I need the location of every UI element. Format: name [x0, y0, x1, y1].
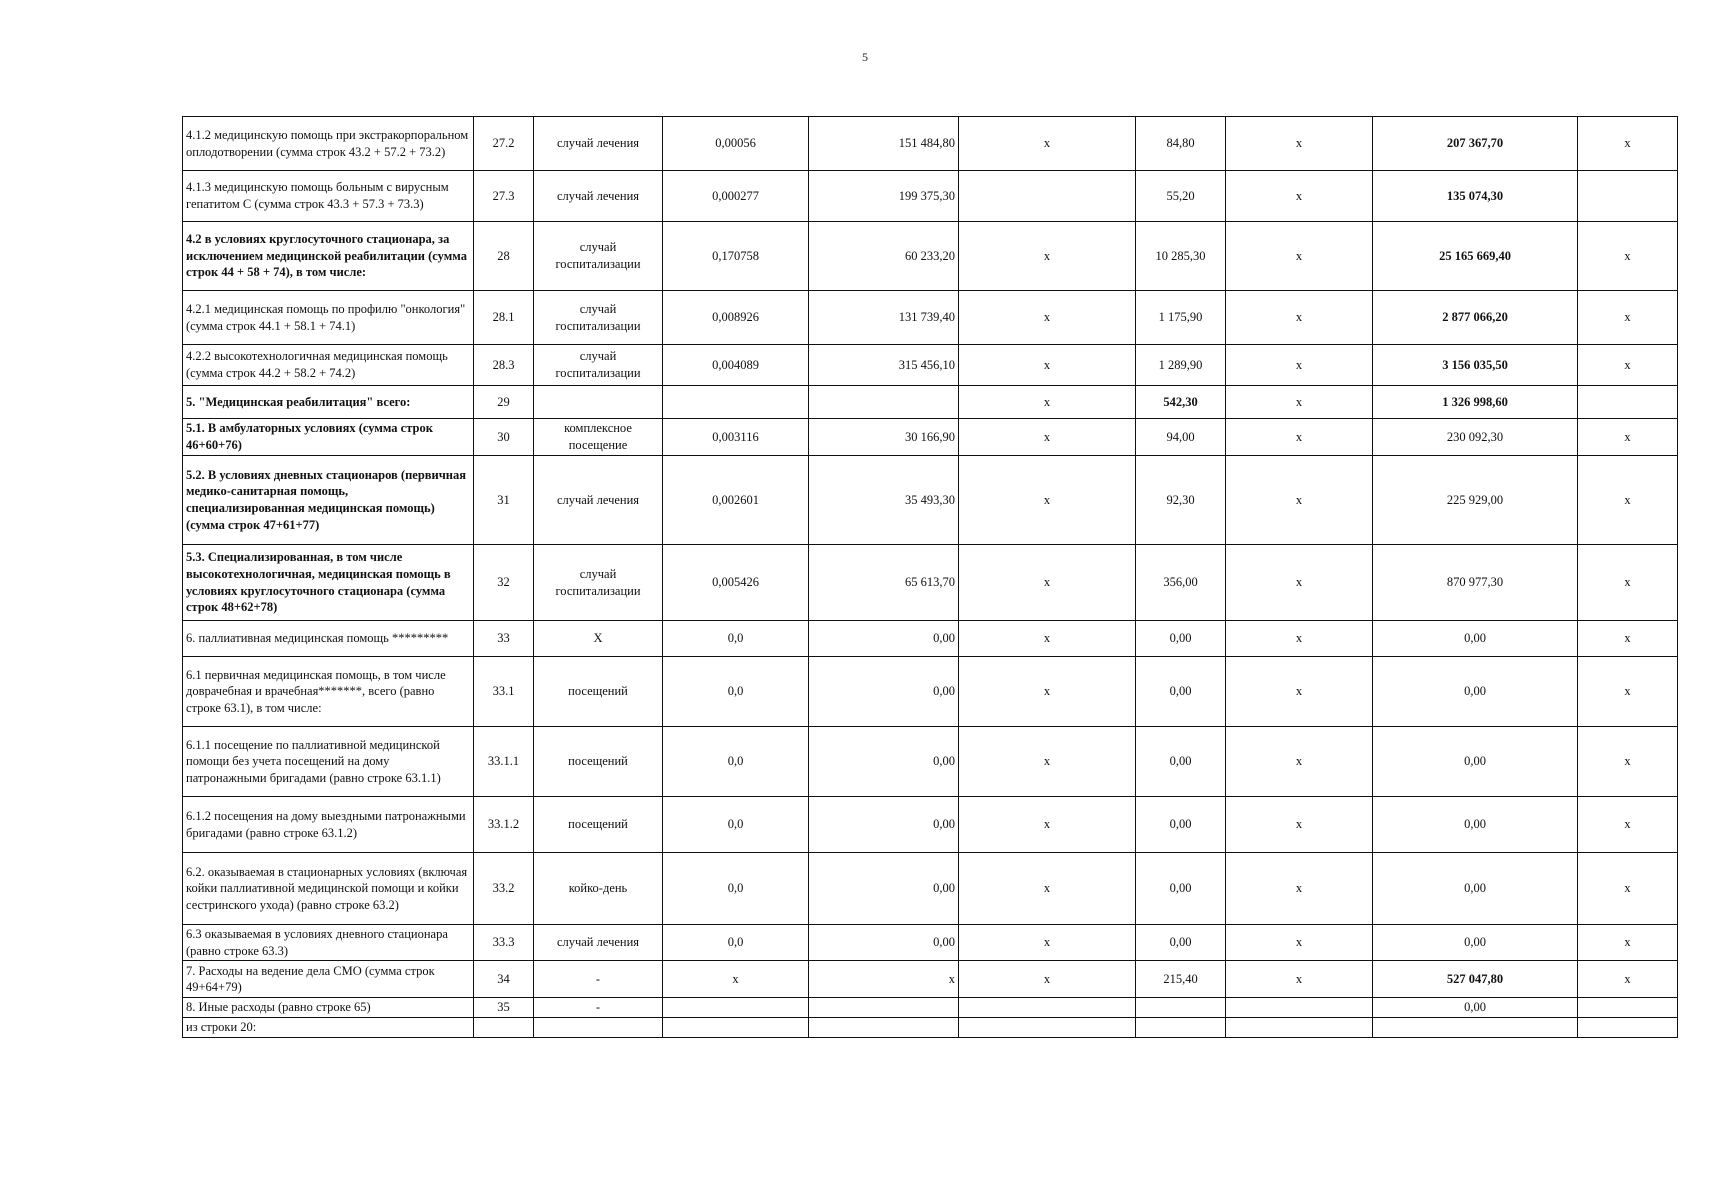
table-row	[183, 657, 1678, 727]
row-col6: x	[959, 291, 1136, 345]
row-unit	[534, 1017, 663, 1037]
table-row	[183, 727, 1678, 797]
row-col7: 215,40	[1136, 961, 1226, 998]
row-col9: 527 047,80	[1373, 961, 1578, 998]
row-cost: 0,00	[809, 621, 959, 657]
row-unit: посещений	[534, 657, 663, 727]
row-col10: x	[1578, 797, 1678, 853]
row-col7: 0,00	[1136, 657, 1226, 727]
row-col8: x	[1226, 621, 1373, 657]
row-col9: 25 165 669,40	[1373, 222, 1578, 291]
row-col9: 230 092,30	[1373, 419, 1578, 456]
row-norm: 0,002601	[663, 456, 809, 545]
row-col6	[959, 998, 1136, 1018]
row-col6: x	[959, 419, 1136, 456]
row-col10	[1578, 171, 1678, 222]
row-name: 6.1 первичная медицинская помощь, в том числе доврачебная и врачебная*******, всего (равно строке 63.1), в том числе:	[183, 657, 474, 727]
table-row	[183, 998, 1678, 1018]
row-col6	[959, 171, 1136, 222]
row-col8: x	[1226, 925, 1373, 961]
row-col9: 135 074,30	[1373, 171, 1578, 222]
table-row	[183, 171, 1678, 222]
row-code: 33	[474, 621, 534, 657]
row-unit: случай госпитализации	[534, 222, 663, 291]
row-col9	[1373, 1017, 1578, 1037]
row-norm: x	[663, 961, 809, 998]
row-name: 7. Расходы на ведение дела СМО (сумма строк 49+64+79)	[183, 961, 474, 998]
row-col9: 0,00	[1373, 657, 1578, 727]
row-col10	[1578, 1017, 1678, 1037]
row-col8: x	[1226, 545, 1373, 621]
row-col6: x	[959, 545, 1136, 621]
row-code: 35	[474, 998, 534, 1018]
row-col6: x	[959, 621, 1136, 657]
row-col8: x	[1226, 853, 1373, 925]
table-row	[183, 961, 1678, 998]
row-name: 4.2 в условиях круглосуточного стационара, за исключением медицинской реабилитации (сумма строк 44 + 58 + 74), в том числе:	[183, 222, 474, 291]
row-col7: 92,30	[1136, 456, 1226, 545]
row-col6: x	[959, 797, 1136, 853]
row-code: 33.1.2	[474, 797, 534, 853]
row-code: 31	[474, 456, 534, 545]
row-col10: x	[1578, 291, 1678, 345]
financing-table	[182, 116, 1678, 1038]
row-col6: x	[959, 456, 1136, 545]
row-cost: 65 613,70	[809, 545, 959, 621]
row-col10: x	[1578, 925, 1678, 961]
table-row	[183, 797, 1678, 853]
row-code: 33.1	[474, 657, 534, 727]
row-col10: x	[1578, 657, 1678, 727]
row-cost	[809, 998, 959, 1018]
row-cost	[809, 386, 959, 419]
row-unit: случай лечения	[534, 117, 663, 171]
row-unit: -	[534, 961, 663, 998]
row-cost: 0,00	[809, 925, 959, 961]
row-name: 6.3 оказываемая в условиях дневного стационара (равно строке 63.3)	[183, 925, 474, 961]
row-unit: случай госпитализации	[534, 345, 663, 386]
row-code: 33.1.1	[474, 727, 534, 797]
row-col9: 2 877 066,20	[1373, 291, 1578, 345]
row-norm	[663, 998, 809, 1018]
row-cost: 199 375,30	[809, 171, 959, 222]
row-cost: 30 166,90	[809, 419, 959, 456]
row-code: 30	[474, 419, 534, 456]
table-row	[183, 222, 1678, 291]
row-col8: x	[1226, 419, 1373, 456]
row-name: 6.1.1 посещение по паллиативной медицинской помощи без учета посещений на дому патронажными бригадами (равно строке 63.1.1)	[183, 727, 474, 797]
row-col7: 542,30	[1136, 386, 1226, 419]
table-row	[183, 853, 1678, 925]
row-col10: x	[1578, 456, 1678, 545]
row-col9: 0,00	[1373, 998, 1578, 1018]
row-norm	[663, 386, 809, 419]
row-cost: 315 456,10	[809, 345, 959, 386]
row-col6: x	[959, 853, 1136, 925]
row-unit: случай госпитализации	[534, 291, 663, 345]
row-col10	[1578, 386, 1678, 419]
row-code: 33.3	[474, 925, 534, 961]
table-row	[183, 291, 1678, 345]
table-row	[183, 456, 1678, 545]
row-col9: 225 929,00	[1373, 456, 1578, 545]
row-col7: 0,00	[1136, 621, 1226, 657]
row-norm: 0,003116	[663, 419, 809, 456]
row-norm: 0,0	[663, 621, 809, 657]
row-col9: 3 156 035,50	[1373, 345, 1578, 386]
row-code: 33.2	[474, 853, 534, 925]
row-code: 29	[474, 386, 534, 419]
row-name: 5.2. В условиях дневных стационаров (первичная медико-санитарная помощь, специализированная медицинская помощь) (сумма строк 47+61+77)	[183, 456, 474, 545]
row-col6: x	[959, 117, 1136, 171]
table-row	[183, 419, 1678, 456]
row-cost	[809, 1017, 959, 1037]
row-col9: 1 326 998,60	[1373, 386, 1578, 419]
row-cost: 0,00	[809, 797, 959, 853]
row-cost: 151 484,80	[809, 117, 959, 171]
row-col9: 0,00	[1373, 727, 1578, 797]
row-name: 8. Иные расходы (равно строке 65)	[183, 998, 474, 1018]
row-col8	[1226, 998, 1373, 1018]
row-unit: случай лечения	[534, 171, 663, 222]
row-col7	[1136, 1017, 1226, 1037]
row-col6: x	[959, 657, 1136, 727]
row-name: 6.1.2 посещения на дому выездными патронажными бригадами (равно строке 63.1.2)	[183, 797, 474, 853]
table-row	[183, 621, 1678, 657]
row-cost: x	[809, 961, 959, 998]
table-row	[183, 545, 1678, 621]
row-col7: 55,20	[1136, 171, 1226, 222]
row-norm: 0,0	[663, 853, 809, 925]
row-unit: посещений	[534, 797, 663, 853]
row-col6: x	[959, 727, 1136, 797]
row-col8: x	[1226, 386, 1373, 419]
row-name: 5.1. В амбулаторных условиях (сумма строк 46+60+76)	[183, 419, 474, 456]
row-col8: x	[1226, 117, 1373, 171]
row-unit: случай лечения	[534, 925, 663, 961]
row-col8: x	[1226, 657, 1373, 727]
row-unit: -	[534, 998, 663, 1018]
row-code: 27.3	[474, 171, 534, 222]
row-col6: x	[959, 345, 1136, 386]
row-col7: 356,00	[1136, 545, 1226, 621]
row-norm: 0,0	[663, 925, 809, 961]
row-name: из строки 20:	[183, 1017, 474, 1037]
row-name: 6. паллиативная медицинская помощь *********	[183, 621, 474, 657]
row-norm	[663, 1017, 809, 1037]
row-code: 32	[474, 545, 534, 621]
row-col9: 0,00	[1373, 621, 1578, 657]
row-col7: 0,00	[1136, 727, 1226, 797]
row-col10: x	[1578, 345, 1678, 386]
row-code: 34	[474, 961, 534, 998]
row-norm: 0,0	[663, 727, 809, 797]
row-col6	[959, 1017, 1136, 1037]
row-name: 5.3. Специализированная, в том числе высокотехнологичная, медицинская помощь в условиях круглосуточного стационара (сумма строк 48+62+78)	[183, 545, 474, 621]
row-code: 28	[474, 222, 534, 291]
row-col7	[1136, 998, 1226, 1018]
table-row	[183, 117, 1678, 171]
row-unit	[534, 386, 663, 419]
row-unit: X	[534, 621, 663, 657]
row-unit: посещений	[534, 727, 663, 797]
row-norm: 0,0	[663, 797, 809, 853]
row-col9: 207 367,70	[1373, 117, 1578, 171]
row-name: 5. "Медицинская реабилитация" всего:	[183, 386, 474, 419]
row-col8: x	[1226, 171, 1373, 222]
row-col8: x	[1226, 345, 1373, 386]
row-norm: 0,00056	[663, 117, 809, 171]
row-col9: 0,00	[1373, 853, 1578, 925]
row-col6: x	[959, 386, 1136, 419]
row-norm: 0,170758	[663, 222, 809, 291]
row-col7: 84,80	[1136, 117, 1226, 171]
row-col7: 10 285,30	[1136, 222, 1226, 291]
row-name: 4.2.1 медицинская помощь по профилю "онкология" (сумма строк 44.1 + 58.1 + 74.1)	[183, 291, 474, 345]
row-col9: 870 977,30	[1373, 545, 1578, 621]
row-col10: x	[1578, 222, 1678, 291]
row-cost: 60 233,20	[809, 222, 959, 291]
row-col10: x	[1578, 117, 1678, 171]
row-unit: случай госпитализации	[534, 545, 663, 621]
row-cost: 0,00	[809, 657, 959, 727]
row-col6: x	[959, 961, 1136, 998]
page-number: 5	[862, 50, 868, 64]
row-cost: 131 739,40	[809, 291, 959, 345]
row-code: 27.2	[474, 117, 534, 171]
row-col10: x	[1578, 853, 1678, 925]
row-col8: x	[1226, 797, 1373, 853]
row-col10: x	[1578, 961, 1678, 998]
row-col10: x	[1578, 727, 1678, 797]
row-unit: койко-день	[534, 853, 663, 925]
table-row	[183, 925, 1678, 961]
row-norm: 0,004089	[663, 345, 809, 386]
row-col6: x	[959, 222, 1136, 291]
row-col9: 0,00	[1373, 797, 1578, 853]
row-col10: x	[1578, 545, 1678, 621]
row-unit: комплексное посещение	[534, 419, 663, 456]
row-norm: 0,000277	[663, 171, 809, 222]
row-col10: x	[1578, 621, 1678, 657]
row-name: 4.1.3 медицинскую помощь больным с вирусным гепатитом С (сумма строк 43.3 + 57.3 + 73.3)	[183, 171, 474, 222]
row-col7: 0,00	[1136, 853, 1226, 925]
row-norm: 0,0	[663, 657, 809, 727]
row-col6: x	[959, 925, 1136, 961]
row-code: 28.3	[474, 345, 534, 386]
row-code	[474, 1017, 534, 1037]
row-col7: 0,00	[1136, 797, 1226, 853]
row-norm: 0,008926	[663, 291, 809, 345]
table-row	[183, 1017, 1678, 1037]
row-col10: x	[1578, 419, 1678, 456]
row-unit: случай лечения	[534, 456, 663, 545]
row-col7: 94,00	[1136, 419, 1226, 456]
row-col7: 1 289,90	[1136, 345, 1226, 386]
row-col7: 1 175,90	[1136, 291, 1226, 345]
row-norm: 0,005426	[663, 545, 809, 621]
row-name: 6.2. оказываемая в стационарных условиях (включая койки паллиативной медицинской помощи и койки сестринского ухода) (равно строке 63.2)	[183, 853, 474, 925]
row-col8: x	[1226, 727, 1373, 797]
row-col8: x	[1226, 961, 1373, 998]
row-cost: 0,00	[809, 853, 959, 925]
row-col10	[1578, 998, 1678, 1018]
row-col8: x	[1226, 291, 1373, 345]
row-code: 28.1	[474, 291, 534, 345]
table-row	[183, 345, 1678, 386]
row-cost: 35 493,30	[809, 456, 959, 545]
row-name: 4.1.2 медицинскую помощь при экстракорпоральном оплодотворении (сумма строк 43.2 + 57.2 + 73.2)	[183, 117, 474, 171]
row-col8: x	[1226, 456, 1373, 545]
row-col8	[1226, 1017, 1373, 1037]
row-col7: 0,00	[1136, 925, 1226, 961]
row-col8: x	[1226, 222, 1373, 291]
row-name: 4.2.2 высокотехнологичная медицинская помощь (сумма строк 44.2 + 58.2 + 74.2)	[183, 345, 474, 386]
row-cost: 0,00	[809, 727, 959, 797]
row-col9: 0,00	[1373, 925, 1578, 961]
table-row	[183, 386, 1678, 419]
